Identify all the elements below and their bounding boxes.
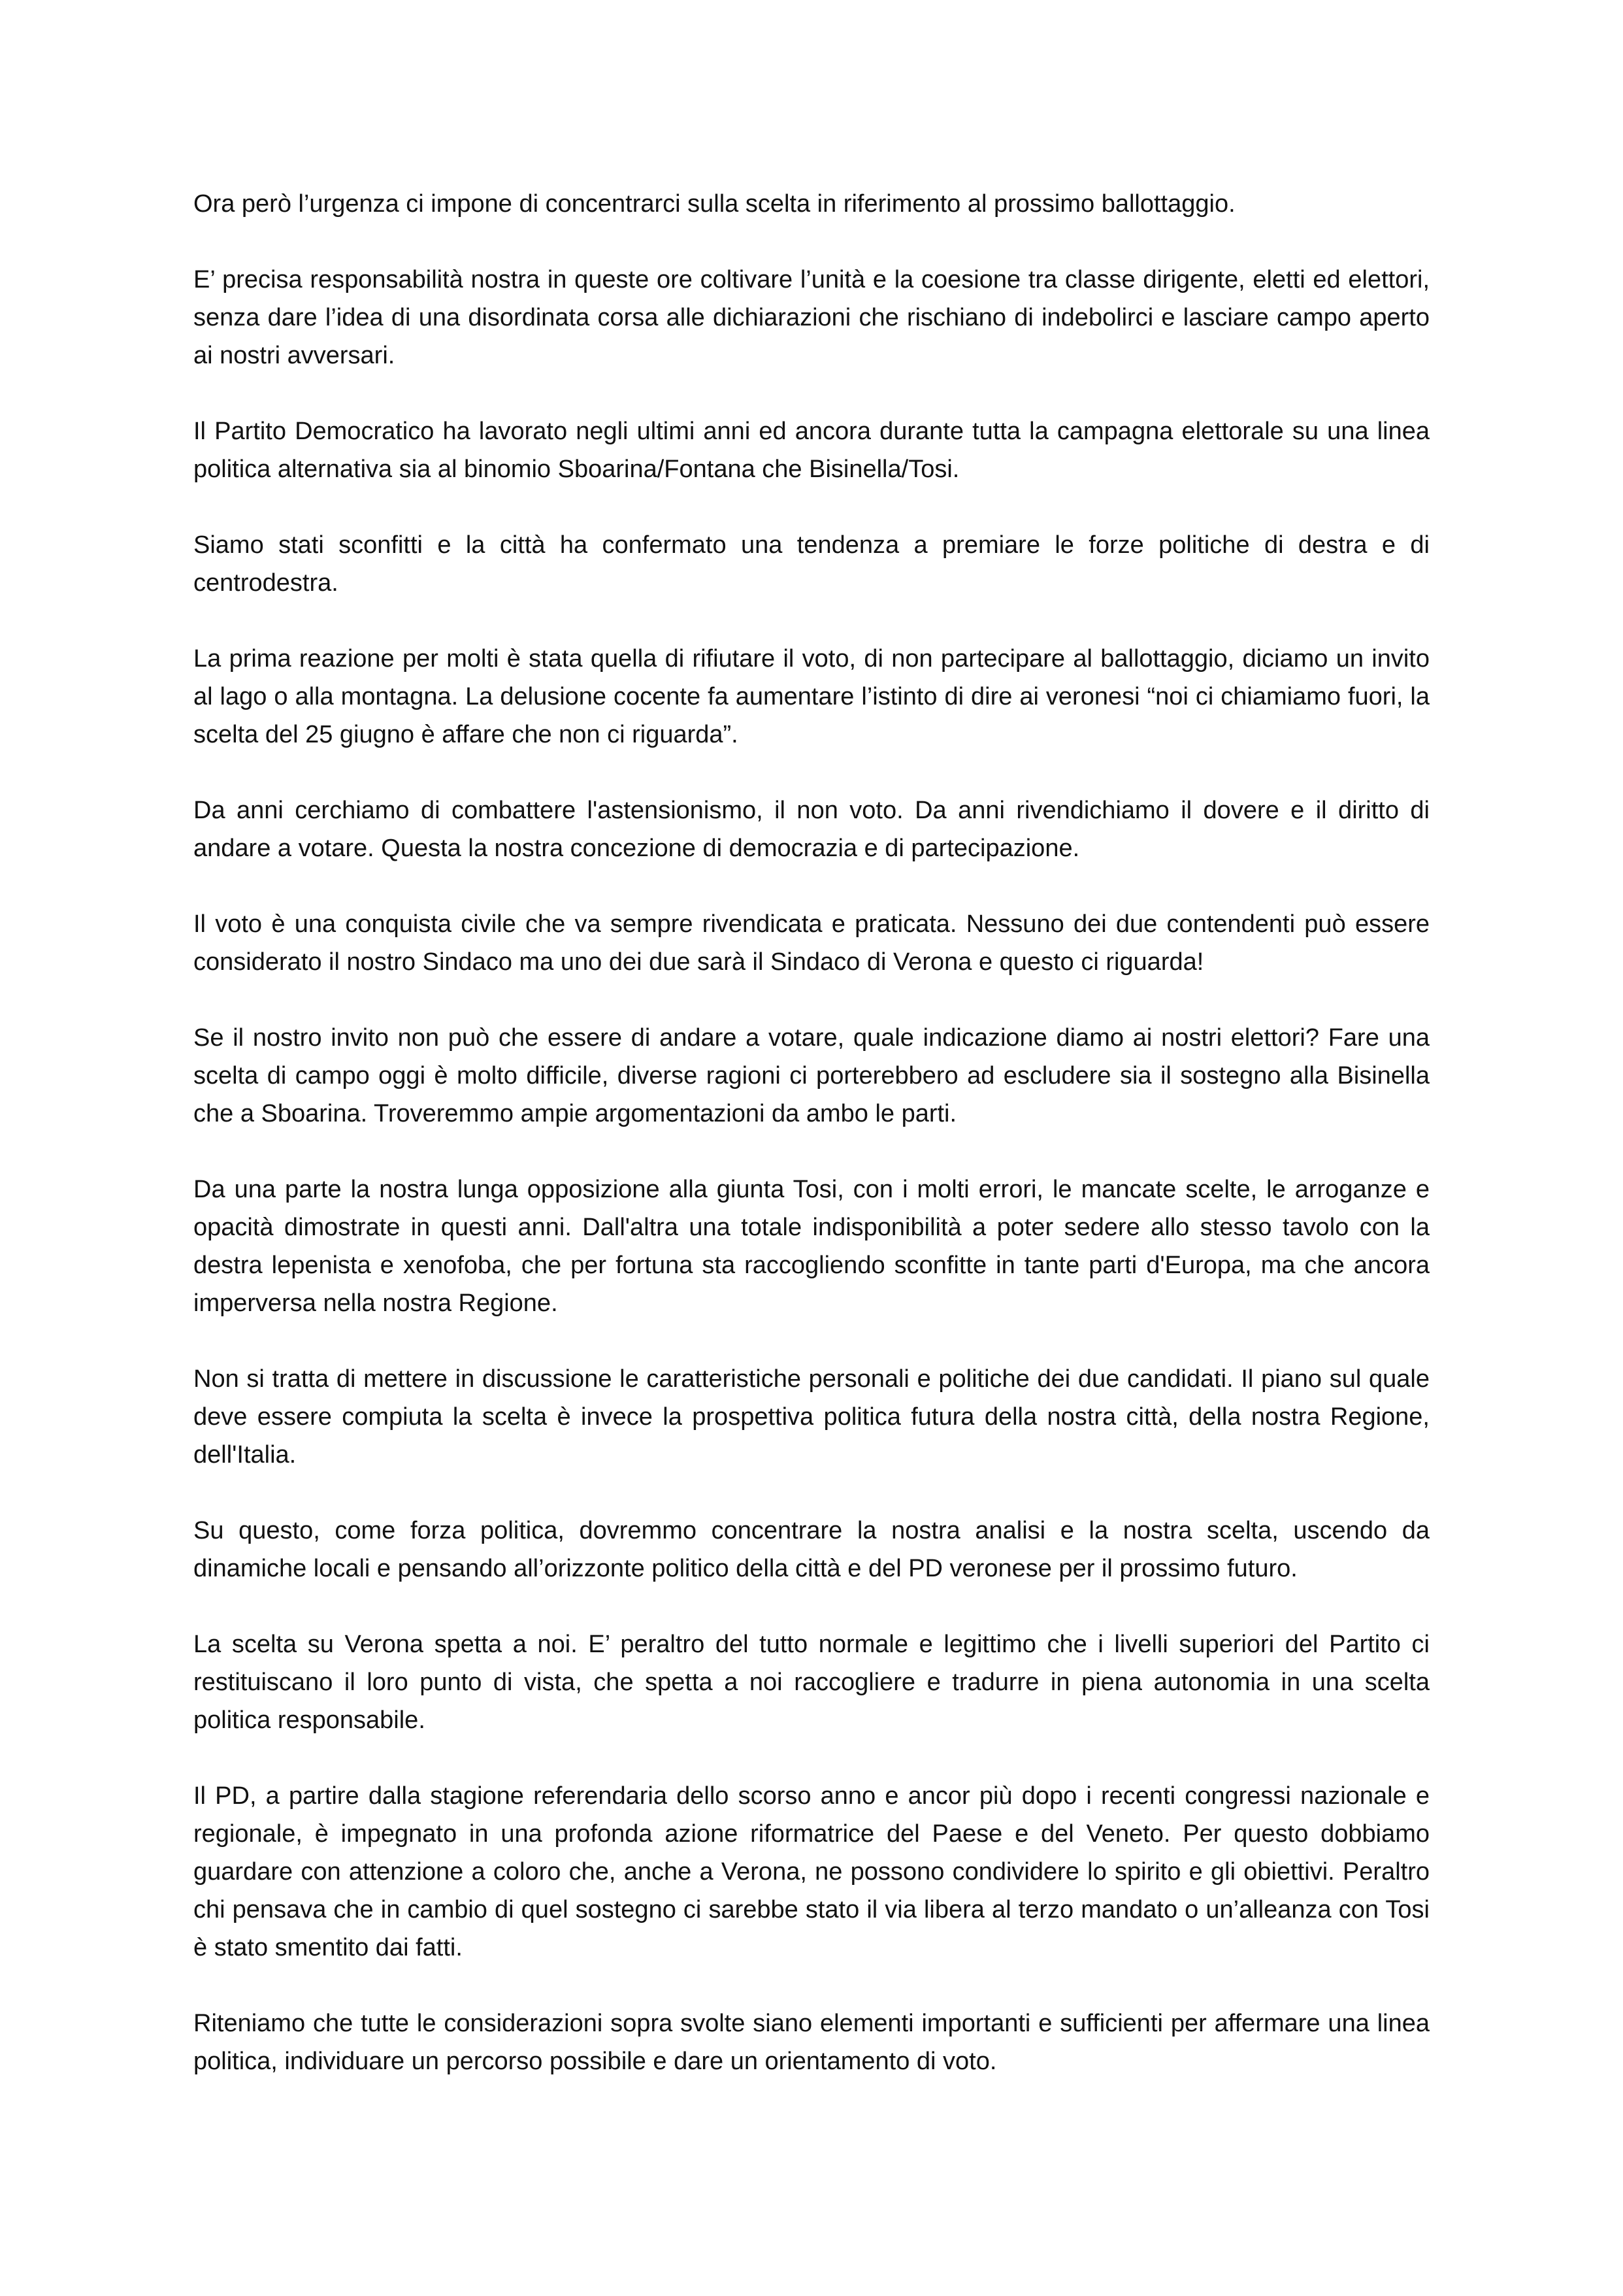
paragraph-10: Non si tratta di mettere in discussione le caratteristiche personali e politiche dei due candidati. Il piano sul quale deve essere compiuta la scelta è invece la prospettiva politica futura della nostra città, della nostra Regione, dell'Italia. [193,1365,1430,1469]
paragraph-1: Ora però l’urgenza ci impone di concentrarci sulla scelta in riferimento al prossimo ballottaggio. [193,190,1236,218]
paragraph-12: La scelta su Verona spetta a noi. E’ peraltro del tutto normale e legittimo che i livelli superiori del Partito ci restituiscano il loro punto di vista, che spetta a noi raccogliere e tradurre in piena autonomia in una scelta politica responsabile. [193,1631,1430,1734]
paragraph-13: Il PD, a partire dalla stagione referendaria dello scorso anno e ancor più dopo i recenti congressi nazionale e regionale, è impegnato in una profonda azione riformatrice del Paese e del Veneto. Per questo dobbiamo guardare con attenzione a coloro che, anche a Verona, ne possono condividere lo spirito e gli obiettivi. Peraltro chi pensava che in cambio di quel sostegno ci sarebbe stato il via libera al terzo mandato o un’alleanza con Tosi è stato smentito dai fatti. [193,1782,1430,1961]
paragraph-8: Se il nostro invito non può che essere di andare a votare, quale indicazione diamo ai nostri elettori? Fare una scelta di campo oggi è molto difficile, diverse ragioni ci porterebbero ad escludere sia il sostegno alla Bisinella che a Sboarina. Troveremmo ampie argomentazioni da ambo le parti. [193,1024,1430,1127]
paragraph-9: Da una parte la nostra lunga opposizione alla giunta Tosi, con i molti errori, le mancate scelte, le arroganze e opacità dimostrate in questi anni. Dall'altra una totale indisponibilità a poter sedere allo stesso tavolo con la destra lepenista e xenofoba, che per fortuna sta raccogliendo sconfitte in tante parti d'Europa, ma che ancora imperversa nella nostra Regione. [193,1176,1430,1317]
paragraph-4: Siamo stati sconfitti e la città ha confermato una tendenza a premiare le forze politiche di destra e di centrodestra. [193,531,1430,597]
paragraph-2: E’ precisa responsabilità nostra in queste ore coltivare l’unità e la coesione tra classe dirigente, eletti ed elettori, senza dare l’idea di una disordinata corsa alle dichiarazioni che rischiano di indebolirci e lasciare campo aperto ai nostri avversari. [193,266,1430,369]
paragraph-14: Riteniamo che tutte le considerazioni sopra svolte siano elementi importanti e sufficienti per affermare una linea politica, individuare un percorso possibile e dare un orientamento di voto. [193,2010,1430,2075]
paragraph-11: Su questo, come forza politica, dovremmo concentrare la nostra analisi e la nostra scelta, uscendo da dinamiche locali e pensando all’orizzonte politico della città e del PD veronese per il prossimo futuro. [193,1517,1430,1582]
paragraph-3: Il Partito Democratico ha lavorato negli ultimi anni ed ancora durante tutta la campagna elettorale su una linea politica alternativa sia al binomio Sboarina/Fontana che Bisinella/Tosi. [193,418,1430,483]
paragraph-5: La prima reazione per molti è stata quella di rifiutare il voto, di non partecipare al ballottaggio, diciamo un invito al lago o alla montagna. La delusione cocente fa aumentare l’istinto di dire ai veronesi “noi ci chiamiamo fuori, la scelta del 25 giugno è affare che non ci riguarda”. [193,645,1430,748]
paragraph-6: Da anni cerchiamo di combattere l'astensionismo, il non voto. Da anni rivendichiamo il dovere e il diritto di andare a votare. Questa la nostra concezione di democrazia e di partecipazione. [193,797,1430,862]
document-body [193,185,1430,2118]
paragraph-7: Il voto è una conquista civile che va sempre rivendicata e praticata. Nessuno dei due contendenti può essere considerato il nostro Sindaco ma uno dei due sarà il Sindaco di Verona e questo ci riguarda! [193,910,1430,976]
